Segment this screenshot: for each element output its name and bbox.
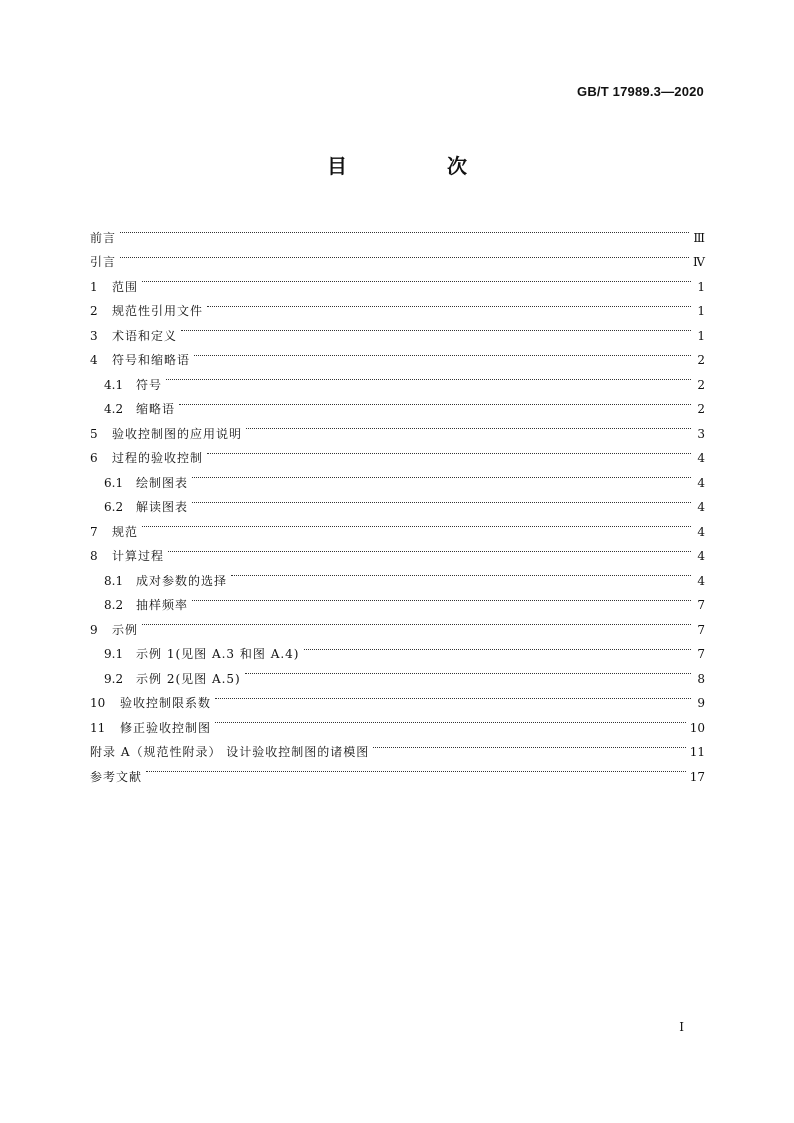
toc-entry-page: 2: [697, 377, 705, 392]
toc-leader-dots: [192, 585, 691, 610]
toc-entry-page: 4: [697, 500, 705, 514]
toc-entry-number: 4.1: [104, 377, 124, 392]
toc-leader-dots: [166, 364, 691, 389]
toc-leader-dots: [120, 242, 689, 267]
toc-entry-label: 绘制图表: [136, 475, 189, 490]
toc-leader-dots: [179, 389, 691, 414]
toc-entry[interactable]: [90, 756, 705, 784]
toc-entry-page: Ⅲ: [693, 230, 705, 245]
toc-leader-dots: [207, 438, 691, 463]
toc-entry[interactable]: [90, 315, 705, 343]
toc-entry-label: 引言: [90, 255, 117, 269]
toc-entry-page: 1: [697, 279, 705, 294]
toc-leader-dots: [373, 732, 685, 757]
toc-entry[interactable]: [90, 266, 705, 294]
toc-leader-dots: [215, 683, 691, 708]
toc-entry[interactable]: [90, 511, 705, 539]
toc-entry-label: 验收控制图的应用说明: [112, 426, 243, 441]
toc-entry-page: 10: [689, 720, 705, 735]
toc-entry-number: 6: [90, 451, 98, 465]
toc-entry-number: 5: [90, 426, 98, 441]
toc-entry-label: 符号: [136, 377, 163, 392]
toc-entry-number: 8.1: [104, 573, 124, 588]
toc-entry-label: 过程的验收控制: [112, 451, 204, 465]
toc-entry-page: Ⅳ: [693, 255, 705, 269]
table-of-contents: [90, 217, 705, 784]
toc-entry-number: 8: [90, 549, 98, 563]
toc-entry-label: 规范: [112, 524, 139, 539]
toc-entry[interactable]: [90, 560, 705, 588]
toc-entry-page: 9: [697, 696, 705, 710]
toc-entry-number: 9.1: [104, 647, 124, 661]
toc-entry-number: 11: [90, 720, 106, 735]
toc-entry-number: 3: [90, 328, 98, 343]
toc-entry-page: 4: [697, 451, 705, 465]
toc-entry-page: 4: [697, 475, 705, 490]
toc-entry[interactable]: [90, 242, 705, 267]
toc-entry-label: 术语和定义: [112, 328, 178, 343]
toc-entry-number: 9: [90, 622, 98, 637]
toc-entry-number: 4: [90, 353, 98, 367]
toc-entry-page: 4: [697, 524, 705, 539]
toc-entry-label: 示例 1(见图 A.3 和图 A.4): [136, 647, 300, 661]
toc-leader-dots: [194, 340, 691, 365]
toc-entry-label: 参考文献: [90, 769, 143, 784]
toc-leader-dots: [181, 315, 691, 340]
toc-entry-number: 6.2: [104, 500, 124, 514]
toc-entry-label: 计算过程: [112, 549, 165, 563]
toc-entry[interactable]: [90, 536, 705, 561]
toc-entry-page: 11: [689, 745, 705, 759]
toc-entry-number: 4.2: [104, 402, 124, 416]
toc-entry-number: 7: [90, 524, 98, 539]
toc-entry-label: 修正验收控制图: [120, 720, 212, 735]
toc-leader-dots: [142, 511, 691, 536]
toc-entry-label: 缩略语: [136, 402, 176, 416]
toc-entry-label: 解读图表: [136, 500, 189, 514]
toc-leader-dots: [304, 634, 692, 659]
toc-entry-label: 抽样频率: [136, 598, 189, 612]
toc-entry-label: 示例 2(见图 A.5): [136, 671, 241, 686]
toc-leader-dots: [246, 413, 691, 438]
toc-entry-label: 验收控制限系数: [120, 696, 212, 710]
toc-entry-number: 6.1: [104, 475, 124, 490]
toc-leader-dots: [207, 291, 691, 316]
toc-entry[interactable]: [90, 389, 705, 414]
toc-entry-number: 10: [90, 696, 106, 710]
standard-number: GB/T 17989.3—2020: [577, 84, 704, 99]
toc-leader-dots: [120, 217, 689, 242]
toc-entry-label: 示例: [112, 622, 139, 637]
toc-leader-dots: [168, 536, 691, 561]
toc-entry[interactable]: [90, 609, 705, 637]
toc-entry-page: 7: [697, 647, 705, 661]
toc-entry-page: 3: [697, 426, 705, 441]
toc-leader-dots: [146, 756, 686, 781]
toc-leader-dots: [142, 266, 691, 291]
toc-entry[interactable]: [90, 217, 705, 245]
toc-entry-label: 范围: [112, 279, 139, 294]
toc-entry-page: 17: [689, 769, 705, 784]
toc-entry-page: 2: [697, 353, 705, 367]
toc-entry-number: 9.2: [104, 671, 124, 686]
toc-entry-label: 规范性引用文件: [112, 304, 204, 318]
toc-entry-page: 7: [697, 622, 705, 637]
toc-entry-label: 成对参数的选择: [136, 573, 228, 588]
toc-entry-page: 1: [697, 304, 705, 318]
toc-entry-page: 4: [697, 573, 705, 588]
toc-entry-label: 附录 A（规范性附录） 设计验收控制图的诸模图: [90, 745, 370, 759]
toc-entry[interactable]: [90, 634, 705, 659]
toc-entry-page: 7: [697, 598, 705, 612]
toc-entry-page: 2: [697, 402, 705, 416]
toc-entry-number: 2: [90, 304, 98, 318]
toc-entry-number: 1: [90, 279, 98, 294]
page-title: 目 次: [327, 154, 507, 178]
toc-entry[interactable]: [90, 340, 705, 365]
toc-entry-number: 8.2: [104, 598, 124, 612]
toc-entry[interactable]: [90, 364, 705, 392]
toc-entry-page: 8: [697, 671, 705, 686]
toc-entry-label: 符号和缩略语: [112, 353, 191, 367]
toc-leader-dots: [192, 487, 691, 512]
page-number: I: [679, 1020, 684, 1034]
toc-entry[interactable]: [90, 291, 705, 316]
toc-entry-label: 前言: [90, 230, 117, 245]
toc-entry-page: 4: [697, 549, 705, 563]
toc-leader-dots: [192, 462, 691, 487]
toc-entry-page: 1: [697, 328, 705, 343]
toc-leader-dots: [231, 560, 691, 585]
toc-entry[interactable]: [90, 413, 705, 441]
toc-leader-dots: [215, 707, 686, 732]
toc-leader-dots: [245, 658, 691, 683]
toc-leader-dots: [142, 609, 691, 634]
